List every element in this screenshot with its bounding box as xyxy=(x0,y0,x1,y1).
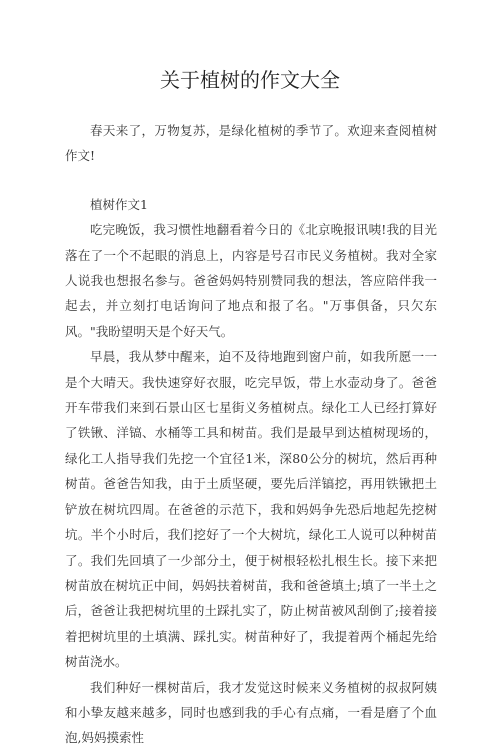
document-body xyxy=(65,118,437,751)
body-paragraph-3: 我们种好一棵树苗后，我才发觉这时候来义务植树的叔叔阿姨和小挚友越来越多，同时也感到我的手心有点痛，一看是磨了个血泡,妈妈摸索性 xyxy=(65,679,437,746)
section-heading: 植树作文1 xyxy=(90,196,148,212)
document-title: 关于植树的作文大全 xyxy=(160,68,340,92)
body-paragraph-2: 早晨，我从梦中醒来，迫不及待地跑到窗户前，如我所愿一一是个大晴天。我快速穿好衣服，吃完早饭，带上水壶动身了。爸爸开车带我们来到石景山区七星街义务植树点。绿化工人已经打算好了铁锹、洋镐、水桶等工具和树苗。我们是最早到达植树现场的，绿化工人指导我们先挖一个宜径1米，深80公分的树坑，然后再种树苗。爸爸告知我，由于土质坚硬，要先后洋镐挖，再用铁锹把土铲放在树坑四周。在爸爸的示范下，我和妈妈争先恐后地起先挖树坑。半个小时后，我们挖好了一个大树坑，绿化工人说可以种树苗了。我们先回填了一少部分土，便于树根轻松扎根生长。接下来把树苗放在树坑正中间，妈妈扶着树苗，我和爸爸填土;填了一半土之后，爸爸让我把树坑里的土踩扎实了，防止树苗被风刮倒了;接着接着把树坑里的土填满、踩扎实。树苗种好了，我提着两个桶起先给树苗浇水。 xyxy=(65,349,437,670)
body-paragraph-1: 吃完晚饭，我习惯性地翻看着今日的《北京晚报讯咦!我的目光落在了一个不起眼的消息上，内容是号召市民义务植树。我对全家人说我也想报名参与。爸爸妈妈特别赞同我的想法，答应陪伴我一起去，并立刻打电话询问了地点和报了名。"万事俱备，只欠东风。"我盼望明天是个好天气。 xyxy=(65,222,437,339)
intro-paragraph: 春天来了，万物复苏，是绿化植树的季节了。欢迎来查阅植树作文! xyxy=(65,123,437,164)
